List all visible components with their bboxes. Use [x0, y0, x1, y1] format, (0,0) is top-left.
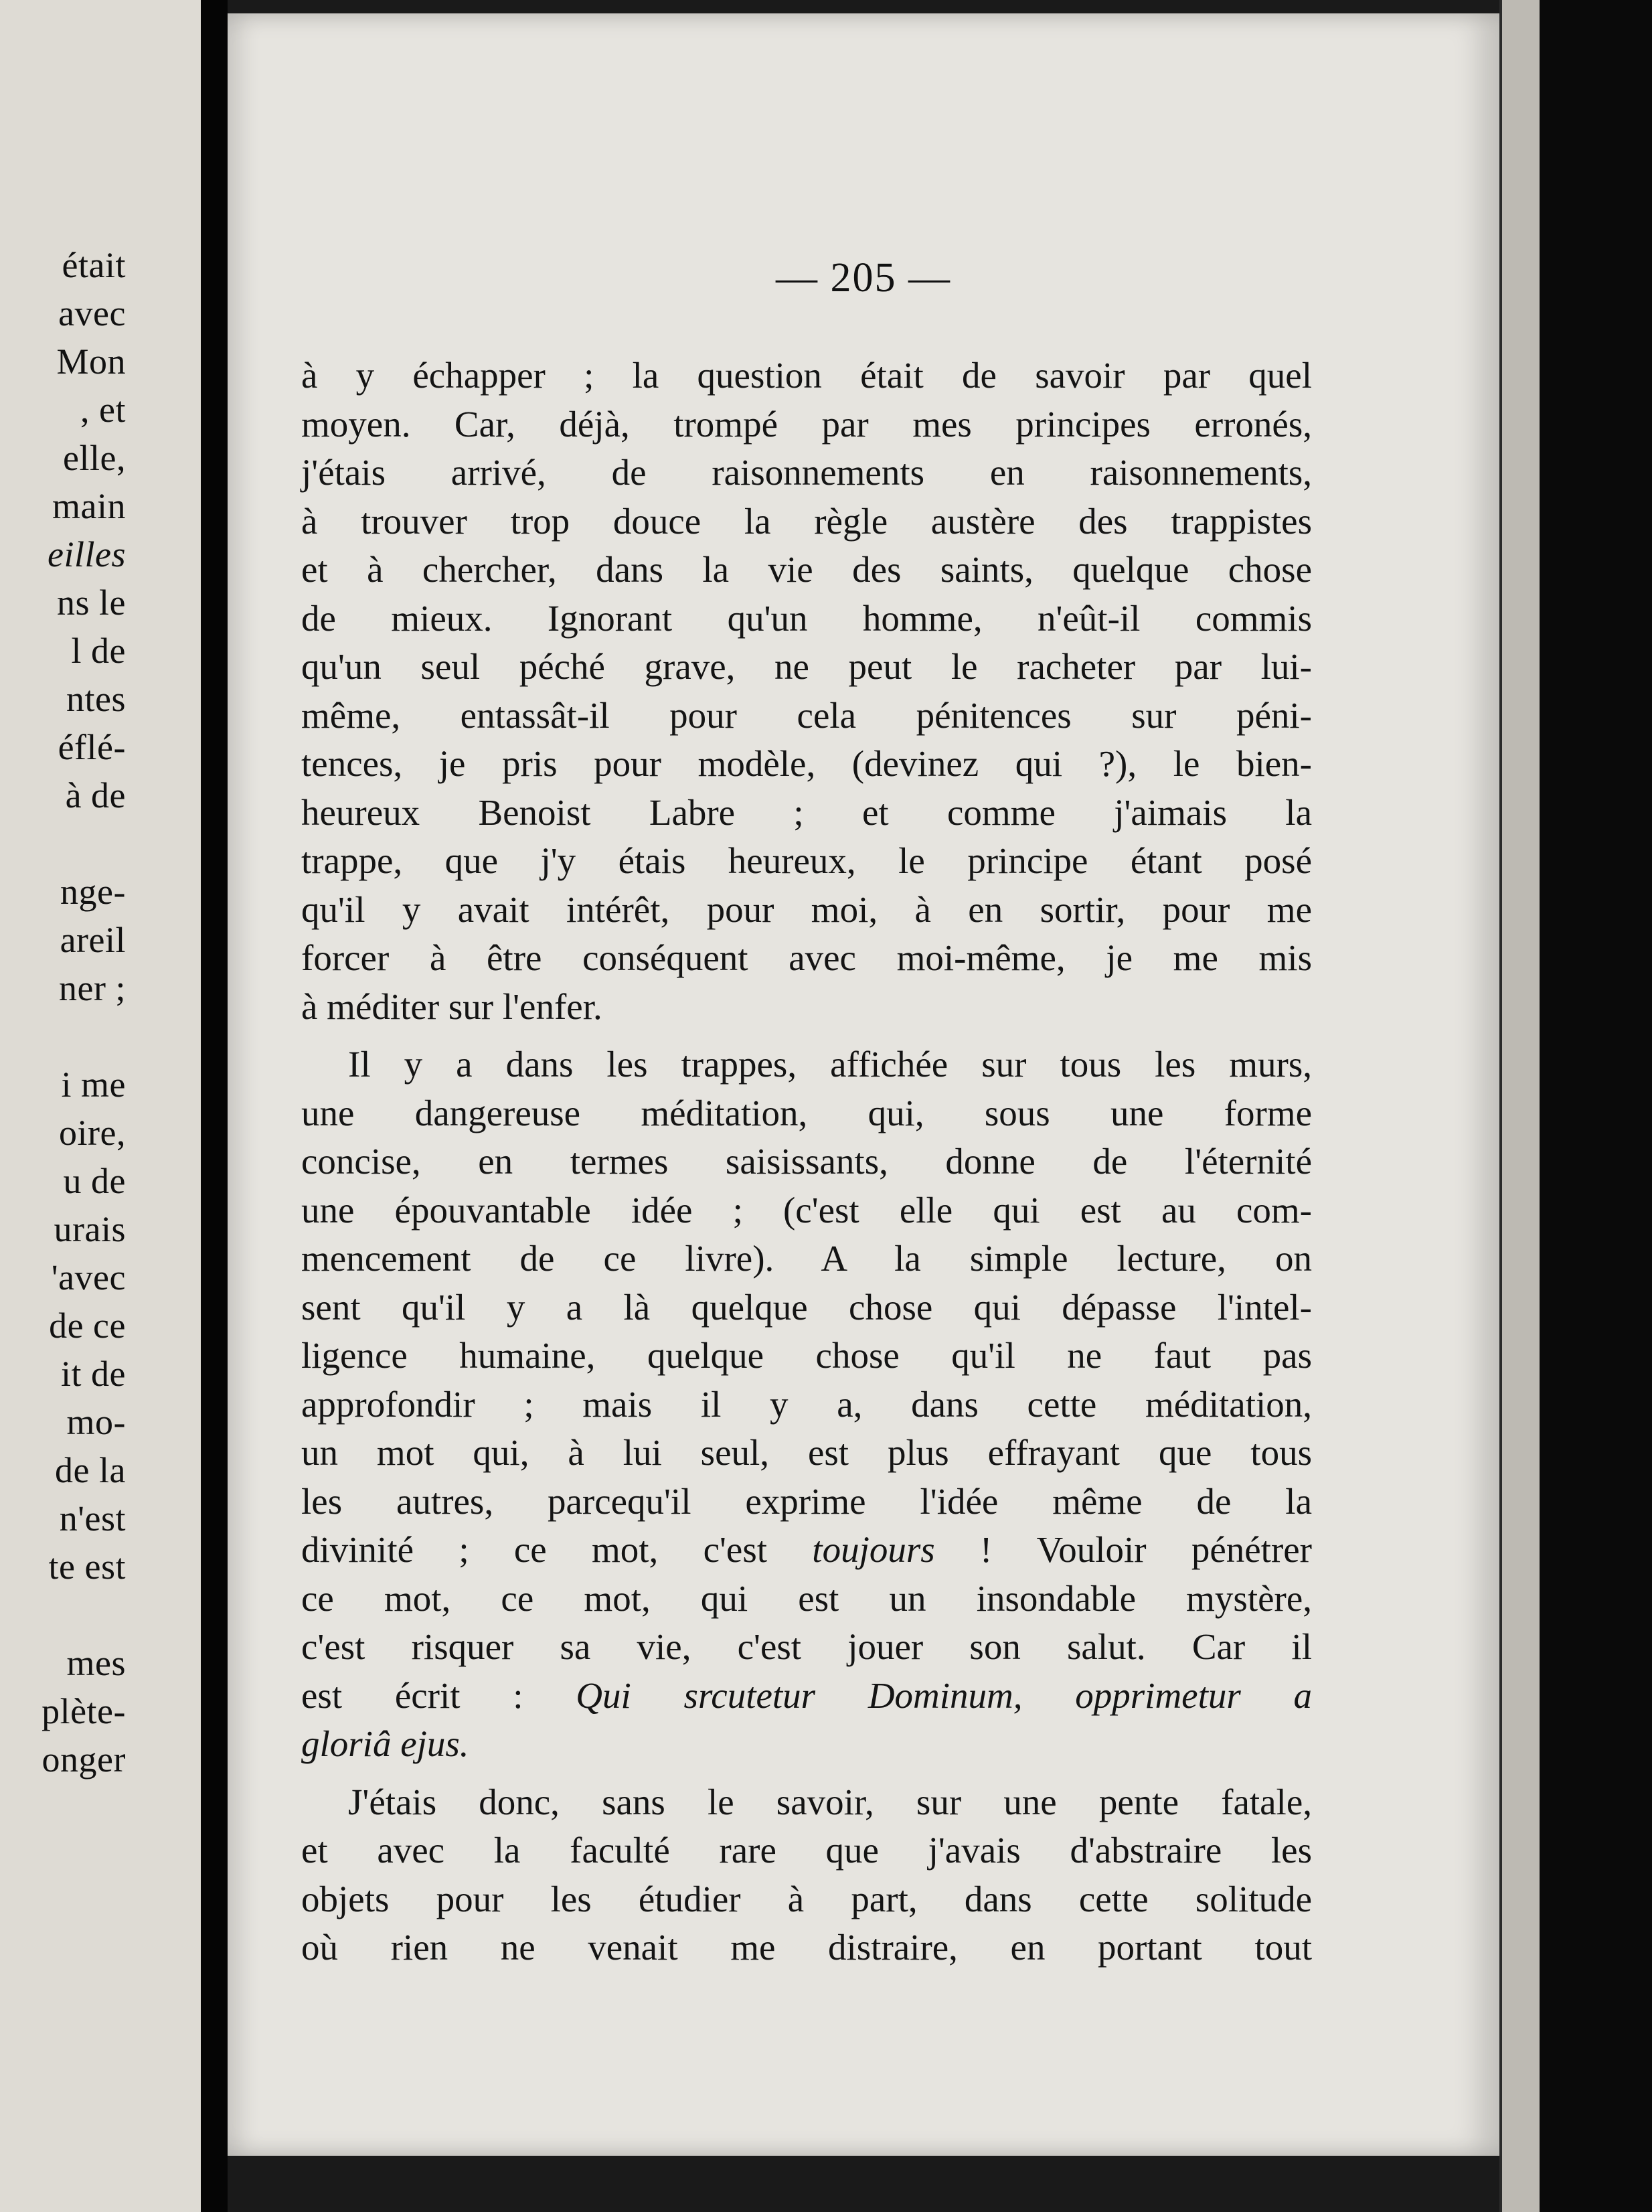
text-line: moyen. Car, déjà, trompé par mes principes erronés, — [301, 403, 1312, 445]
previous-page-line: mo- — [66, 1402, 126, 1442]
text-line: j'étais arrivé, de raisonnements en raisonnements, — [301, 452, 1312, 493]
text-line: les autres, parcequ'il exprime l'idée même de la — [301, 1480, 1312, 1522]
italic-text: gloriâ ejus. — [301, 1723, 469, 1764]
previous-page-line: mes — [66, 1643, 126, 1683]
text-line: à méditer sur l'enfer. — [301, 985, 602, 1027]
page-number: — 205 — — [776, 255, 951, 301]
text-segment: est écrit : — [301, 1674, 576, 1716]
book-page — [228, 13, 1499, 2156]
previous-page-line: à de — [65, 775, 126, 815]
text-line: approfondir ; mais il y a, dans cette méditation, — [301, 1383, 1312, 1425]
previous-page-line: l de — [71, 631, 126, 671]
previous-page-line: areil — [60, 920, 126, 960]
previous-page-line: de la — [55, 1450, 126, 1490]
previous-page-line: eilles — [48, 534, 126, 574]
previous-page-line: te est — [48, 1547, 126, 1587]
text-line: J'étais donc, sans le savoir, sur une pente fatale, — [348, 1781, 1312, 1822]
previous-page-line: de ce — [49, 1306, 126, 1346]
text-line: mencement de ce livre). A la simple lecture, on — [301, 1238, 1312, 1279]
previous-page-line: oire, — [59, 1113, 126, 1153]
text-line: Il y a dans les trappes, affichée sur tous les murs, — [348, 1044, 1312, 1085]
previous-page-line: , et — [80, 390, 126, 430]
text-line: une dangereuse méditation, qui, sous une forme — [301, 1092, 1312, 1133]
previous-page-line: éflé- — [58, 727, 126, 767]
previous-page-line: plète- — [42, 1691, 126, 1731]
text-line — [301, 1672, 1312, 1721]
text-line: tences, je pris pour modèle, (devinez qui ?), le bien- — [301, 743, 1312, 784]
previous-page-line: it de — [61, 1354, 126, 1394]
text-line: de mieux. Ignorant qu'un homme, n'eût-il commis — [301, 597, 1312, 639]
text-segment: divinité ; ce mot, c'est — [301, 1529, 813, 1570]
text-line — [301, 1526, 1312, 1575]
previous-page-line: avec — [58, 293, 126, 333]
previous-page-line: ns le — [57, 582, 126, 623]
previous-page-line — [0, 1591, 126, 1639]
previous-page-line: 'avec — [51, 1257, 126, 1297]
italic-text: Qui srcutetur Dominum, opprimetur a — [576, 1674, 1312, 1716]
text-line: forcer à être conséquent avec moi-même, je me mis — [301, 937, 1312, 978]
text-line: heureux Benoist Labre ; et comme j'aimais la — [301, 791, 1312, 833]
page-edge — [1499, 0, 1542, 2212]
previous-page-line: n'est — [59, 1498, 126, 1538]
previous-page-line: urais — [54, 1209, 126, 1249]
text-line: où rien ne venait me distraire, en portant tout — [301, 1927, 1312, 1968]
text-line: à trouver trop douce la règle austère des trappistes — [301, 500, 1312, 542]
text-line — [301, 1720, 1312, 1769]
previous-page-fragment — [0, 0, 201, 2212]
text-line: c'est risquer sa vie, c'est jouer son salut. Car il — [301, 1626, 1312, 1667]
text-line: qu'un seul péché grave, ne peut le racheter par lui- — [301, 646, 1312, 687]
previous-page-line: ner ; — [59, 968, 126, 1008]
text-line: sent qu'il y a là quelque chose qui dépasse l'intel- — [301, 1286, 1312, 1328]
previous-page-line: nge- — [60, 872, 126, 912]
text-line: qu'il y avait intérêt, pour moi, à en sortir, pour me — [301, 888, 1312, 930]
page-body-text — [301, 351, 1312, 1972]
previous-page-line: Mon — [56, 341, 126, 382]
text-line: concise, en termes saisissants, donne de l'éternité — [301, 1141, 1312, 1182]
text-line: un mot qui, à lui seul, est plus effrayant que tous — [301, 1432, 1312, 1473]
book-gutter — [201, 0, 228, 2212]
text-line: et avec la faculté rare que j'avais d'abstraire les — [301, 1830, 1312, 1871]
text-line: ce mot, ce mot, qui est un insondable mystère, — [301, 1577, 1312, 1619]
italic-text: toujours — [812, 1529, 935, 1570]
previous-page-line — [0, 819, 126, 868]
text-line: ligence humaine, quelque chose qu'il ne faut pas — [301, 1335, 1312, 1376]
previous-page-line: elle, — [63, 438, 126, 478]
text-line: à y échapper ; la question était de savoir par quel — [301, 355, 1312, 396]
previous-page-line: u de — [63, 1161, 126, 1201]
previous-page-line: onger — [42, 1739, 126, 1780]
previous-page-line: ntes — [66, 679, 126, 719]
previous-page-text — [0, 241, 126, 1784]
text-segment: ! Vouloir pénétrer — [934, 1529, 1312, 1570]
previous-page-line: était — [62, 245, 126, 285]
text-line: même, entassât-il pour cela pénitences sur péni- — [301, 694, 1312, 736]
text-line: et à chercher, dans la vie des saints, quelque chose — [301, 549, 1312, 590]
text-line: objets pour les étudier à part, dans cette solitude — [301, 1878, 1312, 1919]
previous-page-line — [0, 1012, 126, 1060]
text-line: trappe, que j'y étais heureux, le principe étant posé — [301, 840, 1312, 881]
previous-page-line: main — [52, 486, 126, 526]
background-edge — [1540, 0, 1652, 2212]
previous-page-line: i me — [61, 1064, 126, 1105]
text-line: une épouvantable idée ; (c'est elle qui est au com- — [301, 1189, 1312, 1231]
